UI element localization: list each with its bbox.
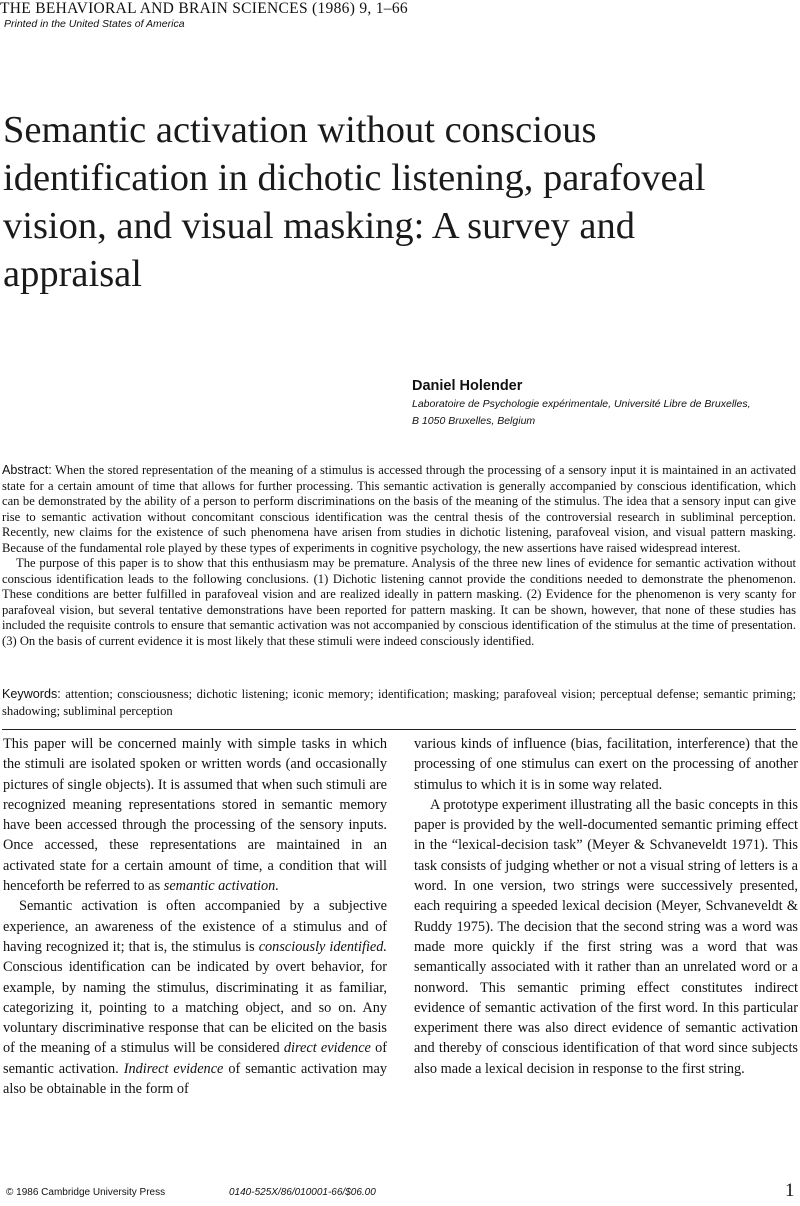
abstract-text: When the stored representation of the meaning of a stimulus is accessed through the processing of a sensory input it is maintained in an activated state for a certain amount of time that allows for further processing. This semantic activation is generally accompanied by conscious identification, which can be demonstrated by the ability of a person to perform discriminations on the basis of the meaning of the stimulus. The idea that a sensory input can give rise to semantic activation without concomitant conscious identification was the central thesis of the controversial research in subliminal perception. Recently, new claims for the existence of such phenomena have arisen from studies in dichotic listening, parafoveal vision, and visual pattern masking. Because of the fundamental role played by these types of experiments in cognitive psychology, the new assertions have raised widespread interest. <box>2 463 797 555</box>
author-name: Daniel Holender <box>412 378 523 394</box>
body-text: This paper will be concerned mainly with simple tasks in which the stimuli are isolated spoken or written words (and occasionally pictures of single objects). It is assumed that when such stimuli are recognized meaning representations stored in semantic memory have been accessed through the processing of the sensory inputs. Once accessed, these representations are maintained in an activated state for a certain amount of time, a condition that will henceforth be referred to as <box>3 736 387 895</box>
author-block <box>412 376 797 429</box>
keywords <box>2 686 796 720</box>
footer-copyright: © 1986 Cambridge University Press <box>6 1187 166 1198</box>
body-text: Semantic activation is often accompanied by a subjective experience, an awareness of the existence of a stimulus and of having recognized it; that is, the stimulus is <box>3 898 387 955</box>
keywords-text: attention; consciousness; dichotic listening; iconic memory; identification; masking; parafoveal vision; perceptual defense; semantic priming; shadowing; subliminal perception <box>2 687 796 718</box>
body-paragraph: various kinds of influence (bias, facilitation, interference) that the processing of one stimulus can exert on the processing of another stimulus to which it is in some way related. <box>414 736 798 793</box>
author-affiliation: Laboratoire de Psychologie expérimentale, Université Libre de Bruxelles, <box>412 398 751 410</box>
footer-issn: 0140-525X/86/010001-66/$06.00 <box>229 1187 376 1198</box>
section-divider <box>2 729 796 730</box>
body-column-right <box>414 734 798 1079</box>
printed-notice: Printed in the United States of America <box>4 18 185 30</box>
page-number: 1 <box>785 1180 795 1201</box>
body-text: of semantic activation may also be obtainable in the form of <box>3 1060 387 1098</box>
abstract-label: Abstract: <box>2 463 52 477</box>
emphasis-term: Indirect evidence <box>123 1060 224 1077</box>
emphasis-term: direct evidence <box>283 1040 371 1057</box>
body-paragraph <box>3 734 387 896</box>
body-column-left <box>3 734 387 1099</box>
abstract-paragraph <box>2 463 796 556</box>
author-address: B 1050 Bruxelles, Belgium <box>412 414 536 427</box>
body-text: Conscious identification can be indicated by overt behavior, for example, by naming the stimulus, discriminating it as familiar, categorizing it, pointing to a matching object, and so on. Any voluntary discriminative response that can be elicited on the basis of the meaning of a stimulus will be considered <box>3 959 387 1057</box>
body-paragraph <box>3 896 387 1099</box>
abstract <box>2 463 796 649</box>
article-title: Semantic activation without conscious identification in dichotic listening, parafoveal vision, and visual masking: A survey and appraisal <box>3 109 706 295</box>
body-text: of semantic activation. <box>3 1040 388 1077</box>
keywords-label: Keywords: <box>2 687 61 701</box>
emphasis-term: semantic activation. <box>163 878 279 895</box>
body-paragraph: A prototype experiment illustrating all the basic concepts in this paper is provided by the well-documented semantic priming effect in the “lexical-decision task” (Meyer & Schvaneveldt 1971). This task consists of judging whether or not a visual string of letters is a word. In one version, two strings were successively presented, each requiring a speeded lexical decision (Meyer, Schvaneveldt & Ruddy 1975). The decision that the second string was a word was made more quickly if the first string was a word that was semantically associated with it rather than an unrelated word or a nonword. This semantic priming effect constitutes indirect evidence of semantic activation of the first word. In this particular experiment there was also direct evidence of semantic activation and thereby of conscious identification of that word since subjects also made a lexical decision in response to the first string. <box>414 796 798 1077</box>
journal-header: THE BEHAVIORAL AND BRAIN SCIENCES (1986) 9, 1–66 <box>0 0 408 17</box>
emphasis-term: consciously identified. <box>258 938 387 955</box>
abstract-paragraph: The purpose of this paper is to show that this enthusiasm may be premature. Analysis of the three new lines of evidence for semantic activation without conscious identification leads to the following conclusions. (1) Dichotic listening cannot provide the conditions needed to demonstrate the phenomenon. These conditions are better fulfilled in parafoveal vision and are realized ideally in pattern masking. (2) Evidence for the phenomenon is very scanty for parafoveal vision, but several tentative demonstrations have been reported for pattern masking. It can be shown, however, that none of these studies has included the requisite controls to ensure that semantic activation was not accompanied by conscious identification of the stimulus at the time of presentation. (3) On the basis of current evidence it is most likely that these stimuli were indeed consciously identified. <box>2 556 796 648</box>
